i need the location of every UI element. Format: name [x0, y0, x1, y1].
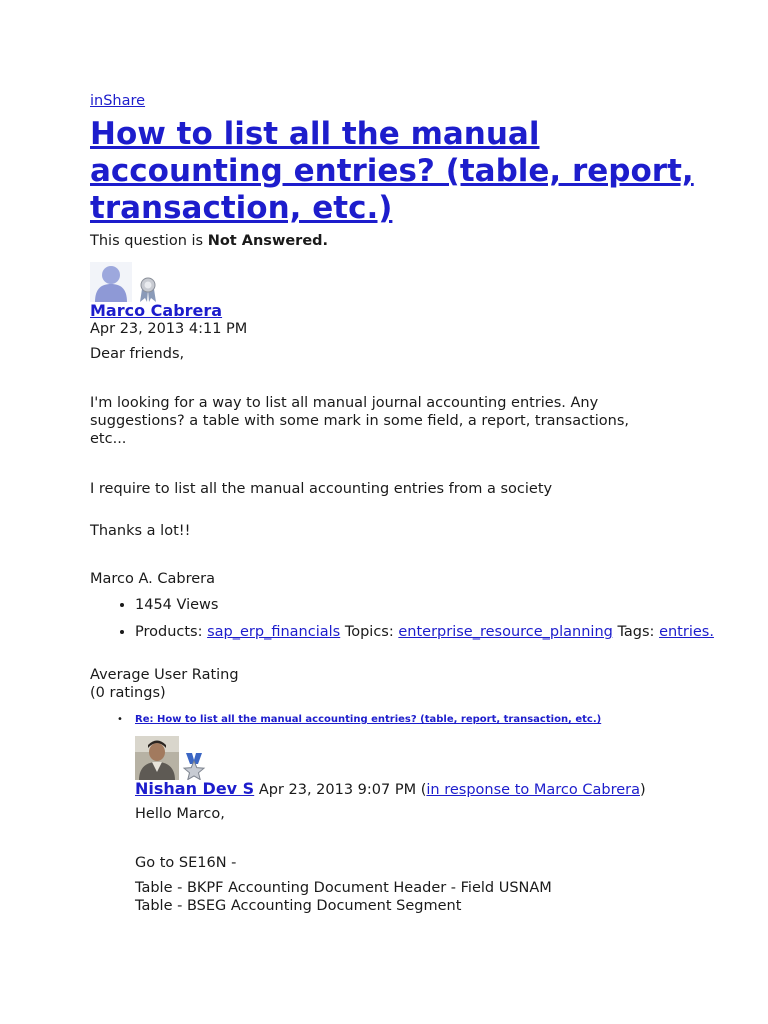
tags-label: Tags: — [617, 624, 655, 640]
body-paragraph: Thanks a lot!! — [90, 523, 191, 539]
star-badge-icon — [182, 752, 206, 780]
question-meta-list — [90, 596, 735, 650]
topics-label: Topics: — [344, 624, 394, 640]
author-link[interactable]: Marco Cabrera — [90, 301, 223, 320]
views-count: • 1454 Views — [135, 596, 735, 614]
status-prefix: This question is — [90, 233, 204, 249]
reply-date: Apr 23, 2013 9:07 PM — [258, 782, 417, 798]
rating-label: Average User Rating — [90, 667, 239, 683]
in-response-link[interactable]: in response to Marco Cabrera — [426, 782, 640, 798]
reply-paragraph: Go to SE16N - — [135, 855, 237, 871]
author-avatar-icon[interactable] — [90, 262, 132, 302]
product-link[interactable]: sap_erp_financials — [207, 624, 341, 640]
body-paragraph: I'm looking for a way to list all manual journal accounting entries. Any suggestions? a table with some mark in some field, a report, transactions, etc... — [90, 395, 630, 447]
reply-title-link[interactable]: Re: How to list all the manual accounting entries? (table, report, transaction, etc.) — [135, 714, 602, 725]
tag-link[interactable]: entries. — [659, 624, 714, 640]
inshare-link[interactable]: inShare — [90, 93, 146, 109]
status-value: Not Answered. — [207, 233, 329, 249]
question-title — [90, 116, 730, 227]
question-status — [90, 232, 328, 250]
reply-meta — [135, 780, 646, 799]
question-title-link[interactable]: How to list all the manual accounting entries? (table, report, transaction, etc.) — [90, 116, 694, 226]
reply-paragraph: Hello Marco, — [135, 806, 225, 822]
reply-author-link[interactable]: Nishan Dev S — [135, 779, 255, 798]
ribbon-badge-icon — [138, 277, 158, 303]
paren-open: ( — [420, 782, 427, 798]
signature: Marco A. Cabrera — [90, 571, 215, 587]
topic-link[interactable]: enterprise_resource_planning — [398, 624, 613, 640]
bullet-icon: • — [117, 714, 123, 725]
reply-paragraph: Table - BSEG Accounting Document Segment — [135, 898, 462, 914]
products-label: Products: — [135, 624, 203, 640]
reply-author-avatar-icon[interactable] — [135, 736, 179, 780]
paren-close: ) — [639, 782, 646, 798]
post-date: Apr 23, 2013 4:11 PM — [90, 321, 248, 337]
reply-paragraph: Table - BKPF Accounting Document Header - Field USNAM — [135, 880, 552, 896]
taxonomy-item — [135, 623, 735, 641]
body-paragraph: I require to list all the manual accounting entries from a society — [90, 481, 553, 497]
body-paragraph: Dear friends, — [90, 346, 185, 362]
rating-count: (0 ratings) — [90, 685, 166, 701]
